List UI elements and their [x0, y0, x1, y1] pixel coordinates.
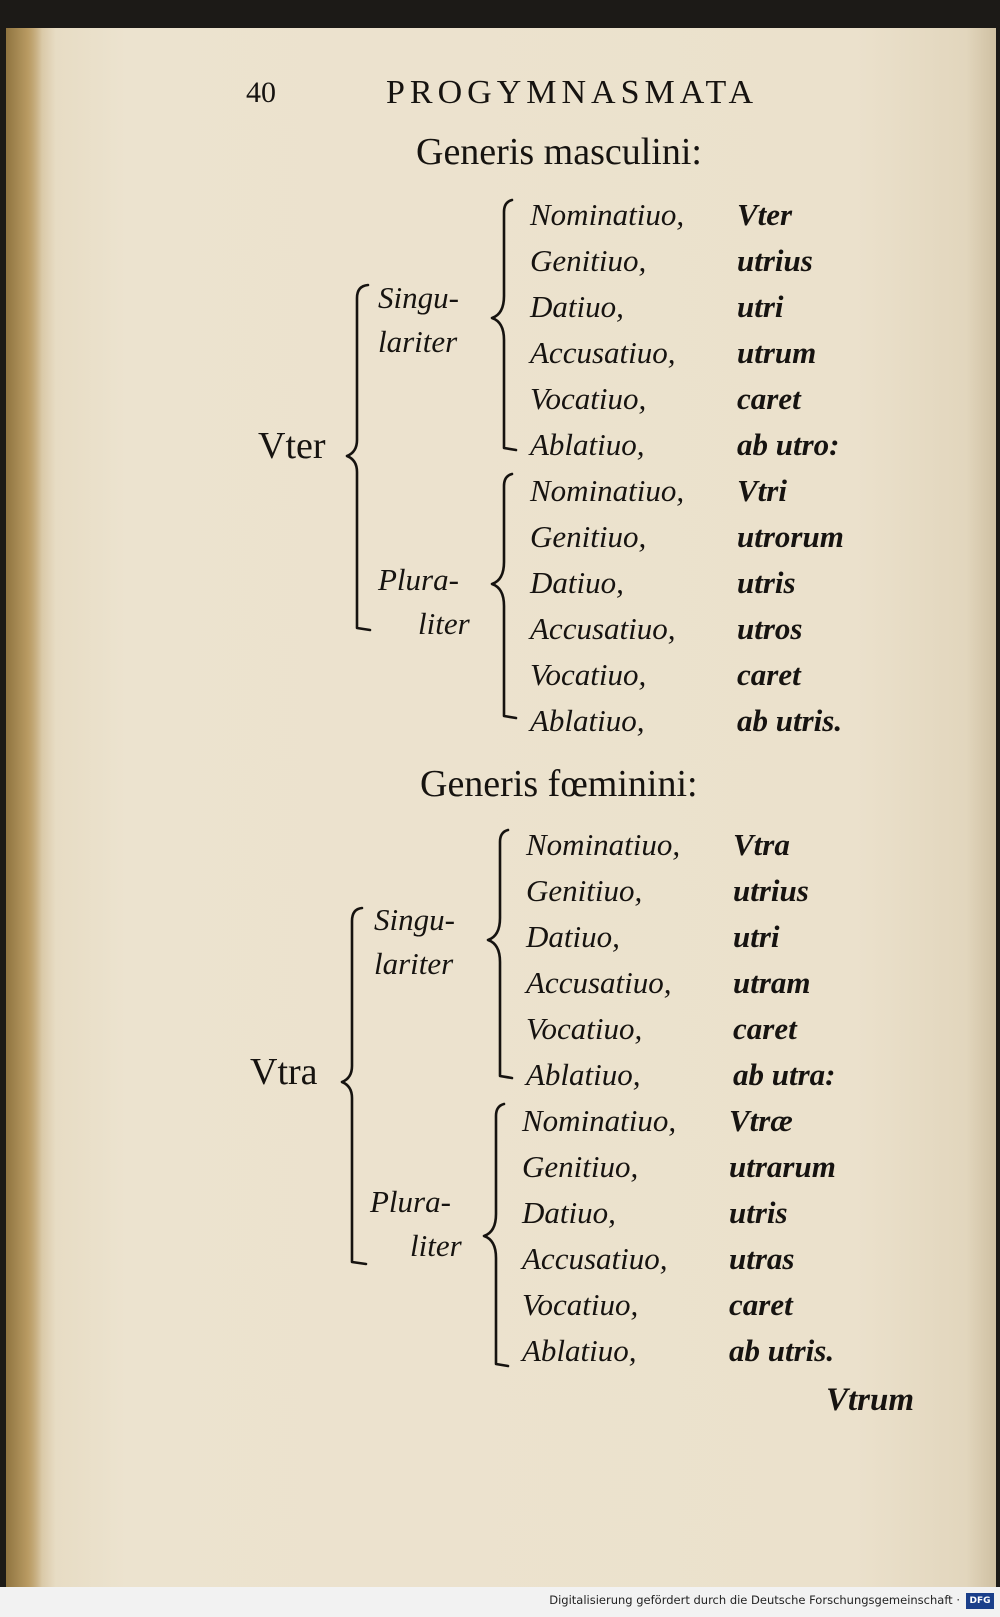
case-name: Accusatiuo,	[522, 1241, 668, 1276]
outer-brace	[347, 285, 370, 630]
case-form: utrum	[737, 335, 817, 370]
running-head: PROGYMNASMATA	[386, 74, 759, 111]
case-form: utras	[729, 1241, 795, 1276]
case-name: Vocatiuo,	[522, 1287, 639, 1322]
case-form: caret	[737, 381, 801, 416]
case-name: Vocatiuo,	[530, 381, 647, 416]
case-form: caret	[733, 1011, 797, 1046]
number-label-singular: lariter	[374, 946, 454, 981]
case-form: utram	[733, 965, 811, 1000]
dfg-logo: DFG	[966, 1593, 994, 1609]
section-heading-feminine: Generis fœminini:	[420, 763, 698, 805]
number-label-plural: liter	[418, 606, 470, 641]
case-form: utros	[737, 611, 803, 646]
inner-brace	[488, 830, 512, 1078]
number-label-plural: liter	[410, 1228, 462, 1263]
case-form: caret	[737, 657, 801, 692]
catchword: Vtrum	[826, 1382, 915, 1418]
case-name: Nominatiuo,	[526, 827, 681, 862]
case-form: utrius	[737, 243, 813, 278]
case-form: utrius	[733, 873, 809, 908]
inner-brace	[492, 200, 516, 450]
case-form: Vtri	[737, 473, 787, 508]
number-label-singular: lariter	[378, 324, 458, 359]
case-form: Vter	[737, 197, 793, 232]
case-name: Ablatiuo,	[526, 1057, 641, 1092]
lemma-vtra: Vtra	[250, 1051, 318, 1093]
case-name: Accusatiuo,	[530, 335, 676, 370]
case-name: Vocatiuo,	[530, 657, 647, 692]
inner-brace	[492, 474, 516, 718]
case-name: Accusatiuo,	[530, 611, 676, 646]
case-form: utris	[737, 565, 796, 600]
case-form: Vtra	[733, 827, 790, 862]
case-name: Datiuo,	[526, 919, 620, 954]
number-label-singular: Singu-	[374, 902, 455, 937]
case-name: Datiuo,	[530, 289, 624, 324]
case-name: Genitiuo,	[526, 873, 643, 908]
case-name: Nominatiuo,	[530, 473, 685, 508]
number-label-singular: Singu-	[378, 280, 459, 315]
case-name: Accusatiuo,	[526, 965, 672, 1000]
section-heading-masculine: Generis masculini:	[416, 131, 702, 173]
case-name: Datiuo,	[522, 1195, 616, 1230]
case-form: caret	[729, 1287, 793, 1322]
outer-brace	[342, 908, 366, 1264]
case-form: Vtræ	[729, 1103, 793, 1138]
footer-credit: Digitalisierung gefördert durch die Deutsche Forschungsgemeinschaft ·	[549, 1593, 960, 1607]
case-name: Ablatiuo,	[522, 1333, 637, 1368]
case-name: Vocatiuo,	[526, 1011, 643, 1046]
number-label-plural: Plura-	[370, 1184, 451, 1219]
number-label-plural: Plura-	[378, 562, 459, 597]
case-name: Datiuo,	[530, 565, 624, 600]
case-form: utris	[729, 1195, 788, 1230]
case-name: Ablatiuo,	[530, 703, 645, 738]
lemma-vter: Vter	[258, 425, 326, 467]
case-form: utrorum	[737, 519, 844, 554]
case-form: ab utris.	[737, 703, 843, 738]
case-name: Nominatiuo,	[530, 197, 685, 232]
case-form: ab utro:	[737, 427, 840, 462]
case-name: Nominatiuo,	[522, 1103, 677, 1138]
case-name: Ablatiuo,	[530, 427, 645, 462]
case-name: Genitiuo,	[530, 243, 647, 278]
page-number: 40	[246, 76, 276, 109]
case-form: ab utris.	[729, 1333, 835, 1368]
case-form: ab utra:	[733, 1057, 836, 1092]
case-name: Genitiuo,	[530, 519, 647, 554]
inner-brace	[484, 1104, 508, 1366]
digitization-footer	[0, 1587, 1000, 1617]
case-form: utri	[733, 919, 780, 954]
case-form: utri	[737, 289, 784, 324]
case-name: Genitiuo,	[522, 1149, 639, 1184]
case-form: utrarum	[729, 1149, 836, 1184]
